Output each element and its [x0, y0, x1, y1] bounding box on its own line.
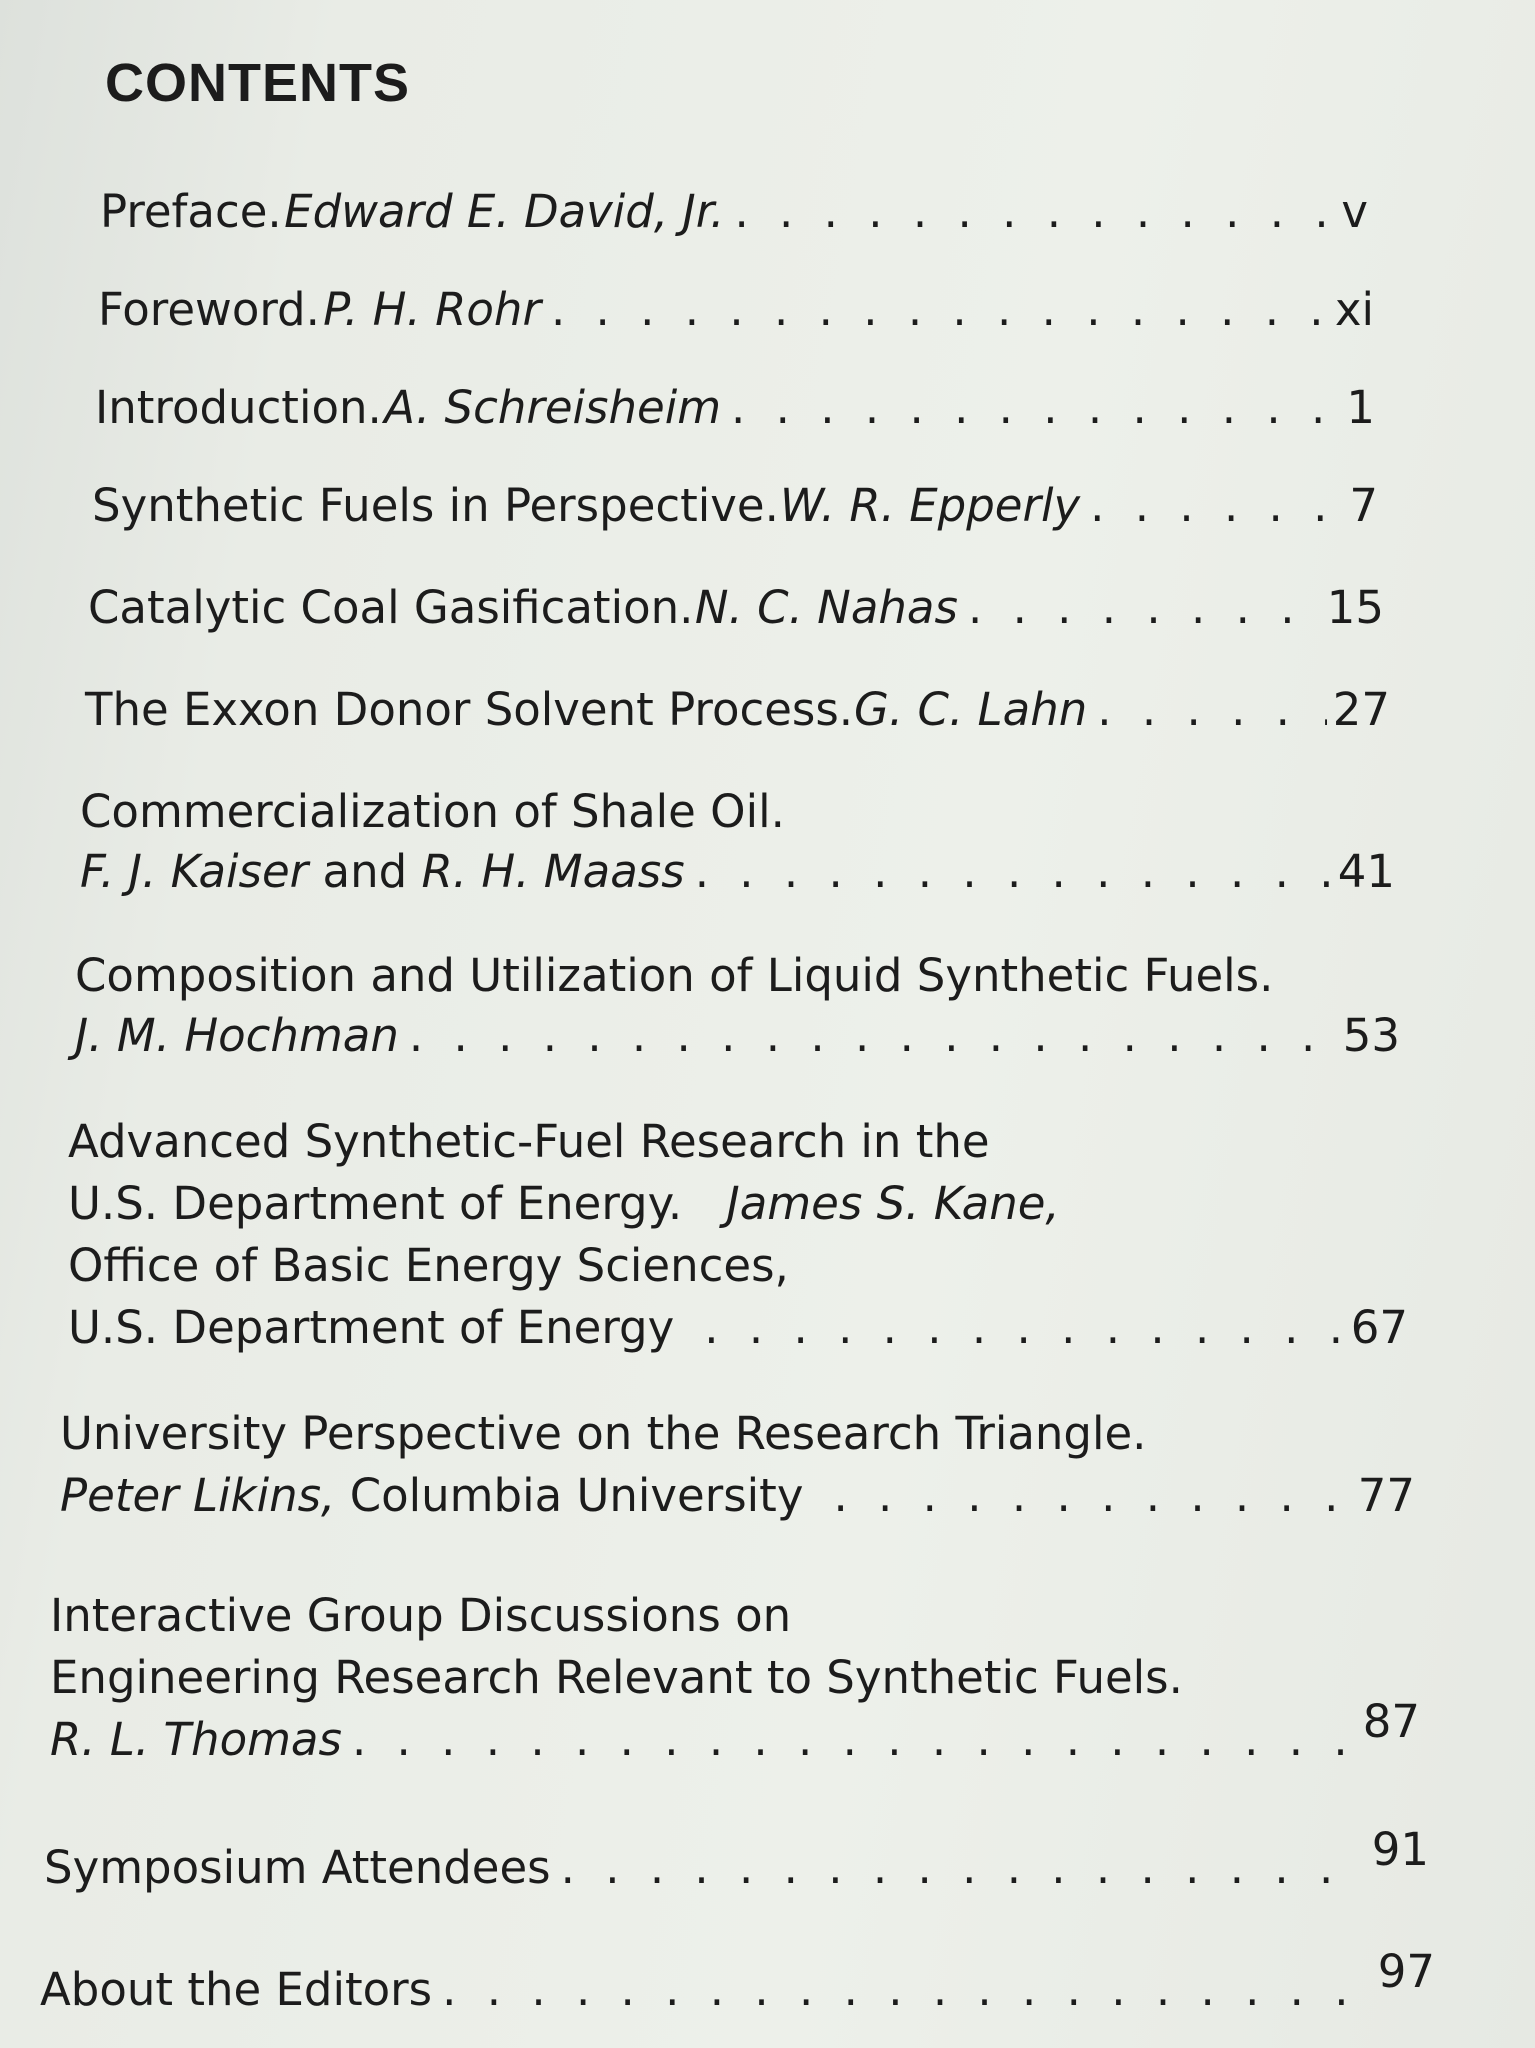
- entry-author: F. J. Kaiser: [80, 845, 309, 898]
- toc-line: [50, 1695, 1420, 1770]
- page-number: 91: [1371, 1823, 1429, 1876]
- toc-line: [75, 1006, 1400, 1066]
- toc-line: [85, 680, 1390, 740]
- page-number: 97: [1377, 1945, 1435, 1998]
- entry-title-cont: Engineering Research Relevant to Synthetic Fuels.: [50, 1651, 1183, 1704]
- dot-leader: [704, 1298, 1344, 1358]
- toc-line: [68, 1298, 1408, 1358]
- entry-author: R. L. Thomas: [50, 1713, 342, 1766]
- entry-title: The Exxon Donor Solvent Process.: [85, 683, 854, 736]
- entry-title: Introduction.: [95, 381, 382, 434]
- page-number: xi: [1334, 283, 1374, 336]
- toc-line: [68, 1112, 990, 1172]
- entry-title: About the Editors: [40, 1963, 433, 2016]
- dot-leader: [734, 182, 1335, 242]
- toc-line: [50, 1648, 1183, 1708]
- dot-leader: [968, 578, 1321, 638]
- entry-author: James S. Kane,: [726, 1177, 1060, 1230]
- entry-author: Peter Likins,: [60, 1469, 336, 1522]
- entry-author: W. R. Epperly: [779, 479, 1081, 532]
- entry-affiliation: Columbia University: [349, 1469, 804, 1522]
- toc-entry-introduction: [95, 378, 1375, 438]
- dot-leader: [695, 842, 1332, 902]
- toc-entry-preface: [100, 182, 1368, 242]
- toc-entry-symposium-attendees: [44, 1823, 1429, 1898]
- entry-title: Advanced Synthetic-Fuel Research in the: [68, 1115, 990, 1168]
- entry-title: Synthetic Fuels in Perspective.: [92, 479, 779, 532]
- dot-leader: [442, 1960, 1372, 2020]
- entry-author: N. C. Nahas: [694, 581, 958, 634]
- contents-heading: CONTENTS: [105, 53, 410, 113]
- entry-author-2: R. H. Maass: [421, 845, 685, 898]
- dot-leader: [1090, 476, 1343, 536]
- toc-line: [80, 782, 785, 842]
- toc-entry-catalytic-coal-gasification: [88, 578, 1384, 638]
- entry-author: Edward E. David, Jr.: [284, 185, 725, 238]
- toc-line: [40, 1945, 1435, 2020]
- entry-title: Preface.: [100, 185, 282, 238]
- entry-title: Composition and Utilization of Liquid Synthetic Fuels.: [75, 949, 1274, 1002]
- page-number: 27: [1332, 683, 1390, 736]
- page-number: 77: [1357, 1469, 1415, 1522]
- entry-title-cont: U.S. Department of Energy.: [68, 1177, 683, 1230]
- dot-leader: [561, 1838, 1366, 1898]
- page-number: 7: [1349, 479, 1378, 532]
- page-number: 67: [1350, 1301, 1408, 1354]
- toc-entry-advanced-research: [68, 1112, 1408, 1362]
- entry-author: P. H. Rohr: [323, 283, 541, 336]
- toc-entry-liquid-synthetic-fuels: [75, 946, 1400, 1068]
- page-number: 1: [1346, 381, 1375, 434]
- dot-leader: [833, 1466, 1351, 1526]
- page-number: 87: [1362, 1695, 1420, 1748]
- page-number: 53: [1342, 1009, 1400, 1062]
- dot-leader: [1097, 680, 1326, 740]
- entry-title: Foreword.: [98, 283, 320, 336]
- dot-leader: [731, 378, 1340, 438]
- toc-line: [88, 578, 1384, 638]
- toc-line: [92, 476, 1378, 536]
- toc-entry-university-perspective: [60, 1404, 1415, 1530]
- toc-line: [95, 378, 1375, 438]
- dot-leader: [551, 280, 1329, 340]
- entry-title: University Perspective on the Research Triangle.: [60, 1407, 1147, 1460]
- dot-leader: [352, 1710, 1357, 1770]
- entry-title: Catalytic Coal Gasification.: [88, 581, 694, 634]
- page-number: v: [1341, 185, 1368, 238]
- toc-entry-synthetic-fuels-perspective: [92, 476, 1378, 536]
- entry-title: Commercialization of Shale Oil.: [80, 785, 785, 838]
- toc-line: [50, 1586, 791, 1646]
- toc-line: [60, 1404, 1146, 1464]
- toc-line: [68, 1174, 1060, 1234]
- toc-entry-shale-oil: [80, 782, 1395, 904]
- toc-entry-about-editors: [40, 1945, 1435, 2020]
- entry-title: Interactive Group Discussions on: [50, 1589, 792, 1642]
- toc-entry-foreword: [98, 280, 1374, 340]
- entry-author: J. M. Hochman: [75, 1009, 399, 1062]
- toc-entry-exxon-donor-solvent: [85, 680, 1390, 740]
- toc-line: [98, 280, 1374, 340]
- entry-author: G. C. Lahn: [854, 683, 1088, 736]
- entry-affiliation-cont: U.S. Department of Energy: [68, 1301, 675, 1354]
- toc-entry-group-discussions: [50, 1586, 1420, 1776]
- entry-author: A. Schreisheim: [384, 381, 722, 434]
- page-number: 15: [1326, 581, 1384, 634]
- toc-line: [100, 182, 1368, 242]
- page-number: 41: [1337, 845, 1395, 898]
- toc-line: [60, 1466, 1415, 1526]
- toc-line: [44, 1823, 1429, 1898]
- toc-line: [68, 1236, 789, 1296]
- entry-affiliation: Office of Basic Energy Sciences,: [68, 1239, 789, 1292]
- dot-leader: [409, 1006, 1337, 1066]
- toc-line: [80, 842, 1395, 902]
- entry-author-joiner: and: [322, 845, 408, 898]
- entry-title: Symposium Attendees: [44, 1841, 551, 1894]
- toc-line: [75, 946, 1273, 1006]
